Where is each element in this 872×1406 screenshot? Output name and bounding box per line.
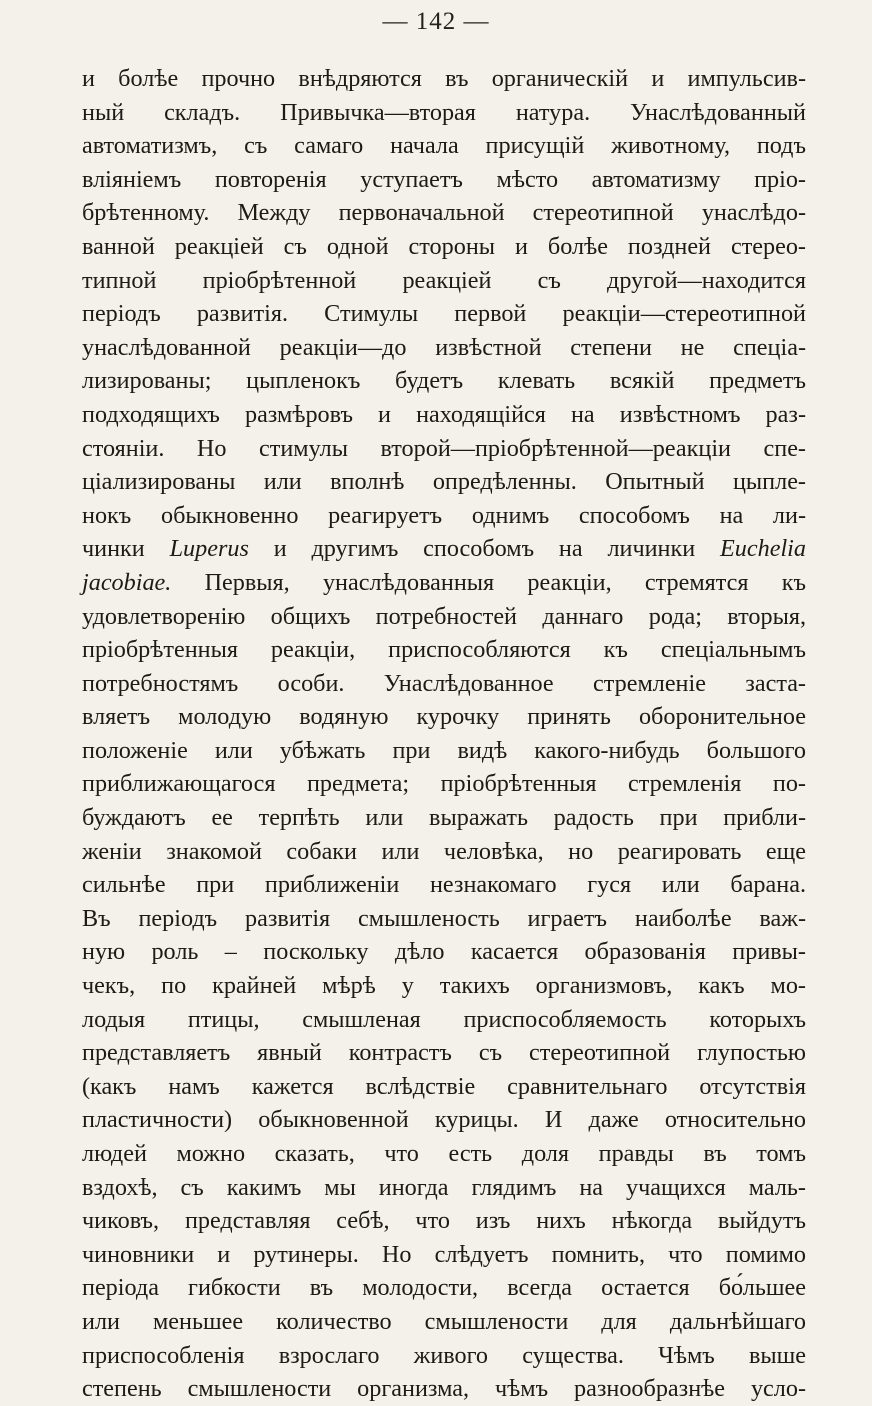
text-line: (какъ намъ кажется вслѣдствіе сравнительнаго отсутствія — [82, 1072, 806, 1100]
text-line: ванной реакціей съ одной стороны и болѣе поздней стерео- — [82, 232, 806, 260]
text-line: удовлетворенію общихъ потребностей даннаго рода; вторыя, — [82, 602, 806, 630]
text-line: чекъ, по крайней мѣрѣ у такихъ организмовъ, какъ мо- — [82, 972, 806, 1000]
text-line: ціализированы или вполнѣ опредѣленны. Опытный цыпле- — [82, 468, 806, 496]
text-line: и болѣе прочно внѣдряются въ органическій и импульсив- — [82, 65, 806, 92]
text-line: автоматизмъ, съ самаго начала присущій животному, подъ — [82, 132, 806, 160]
text-line-species-cont — [82, 566, 806, 600]
text-line: положеніе или убѣжать при видѣ какого-нибудь большого — [82, 736, 806, 764]
text-line: степень смышлености организма, чѣмъ разнообразнѣе усло- — [82, 1375, 806, 1403]
text-line: буждаютъ ее терпѣть или выражать радость при прибли- — [82, 804, 806, 832]
text-line: чиковъ, представляя себѣ, что изъ нихъ нѣкогда выйдутъ — [82, 1207, 806, 1235]
text-line: вздохѣ, съ какимъ мы иногда глядимъ на учащихся маль- — [82, 1173, 806, 1201]
text-line: брѣтенному. Между первоначальной стереотипной унаслѣдо- — [82, 199, 806, 227]
text-line: женіи знакомой собаки или человѣка, но реагировать еще — [82, 837, 806, 865]
text-line: приспособленія взрослаго живого существа. Чѣмъ выше — [82, 1341, 806, 1369]
page-number: — 142 — — [382, 8, 490, 35]
text-line: лодыя птицы, смышленая приспособляемость которыхъ — [82, 1005, 806, 1033]
text-line: лизированы; цыпленокъ будетъ клевать всякій предметъ — [82, 367, 806, 395]
text-line: подходящихъ размѣровъ и находящійся на извѣстномъ раз- — [82, 400, 806, 428]
text-line: вляетъ молодую водяную курочку принять оборонительное — [82, 703, 806, 731]
text-line: пріобрѣтенныя реакціи, приспособляются къ спеціальнымъ — [82, 636, 806, 664]
text-line: сильнѣе при приближеніи незнакомаго гуся или барана. — [82, 871, 806, 899]
species-name-luperus: Luperus — [169, 535, 249, 563]
text-line: потребностямъ особи. Унаслѣдованное стремленіе заста- — [82, 669, 806, 697]
text-segment: и другимъ способомъ на личинки — [248, 535, 721, 563]
text-line: типной пріобрѣтенной реакціей съ другой—находится — [82, 266, 806, 294]
text-line: представляетъ явный контрастъ съ стереотипной глупостью — [82, 1039, 806, 1067]
body-text — [82, 62, 806, 1406]
text-segment: чинки — [82, 535, 170, 563]
text-line: чиновники и рутинеры. Но слѣдуетъ помнить, что помимо — [82, 1240, 806, 1268]
text-segment: Первыя, унаслѣдованныя реакціи, стремятся къ — [171, 568, 806, 596]
text-line: ную роль – поскольку дѣло касается образованія привы- — [82, 938, 806, 966]
text-line: періода гибкости въ молодости, всегда остается бо́льшее — [82, 1274, 806, 1302]
text-line: приближающагося предмета; пріобрѣтенныя стремленія по- — [82, 770, 806, 798]
species-name-jacobiae: jacobiae. — [82, 568, 172, 596]
text-line: или меньшее количество смышлености для дальнѣйшаго — [82, 1307, 806, 1335]
text-line: стояніи. Но стимулы второй—пріобрѣтенной—реакціи спе- — [82, 434, 806, 462]
text-line: нокъ обыкновенно реагируетъ однимъ способомъ на ли- — [82, 501, 806, 529]
species-name-euchelia: Euchelia — [720, 535, 806, 563]
text-line: ный складъ. Привычка—вторая натура. Унаслѣдованный — [82, 98, 806, 126]
text-line: вліяніемъ повторенія уступаетъ мѣсто автоматизму пріо- — [82, 165, 806, 193]
text-line: пластичности) обыкновенной курицы. И даже относительно — [82, 1106, 806, 1134]
text-line-species — [82, 532, 806, 566]
text-line: Въ періодъ развитія смышленость играетъ наиболѣе важ- — [82, 904, 806, 932]
text-line: періодъ развитія. Стимулы первой реакціи—стереотипной — [82, 300, 806, 328]
text-line: людей можно сказать, что есть доля правды въ томъ — [82, 1140, 806, 1167]
text-line: унаслѣдованной реакціи—до извѣстной степени не спеціа- — [82, 333, 806, 361]
